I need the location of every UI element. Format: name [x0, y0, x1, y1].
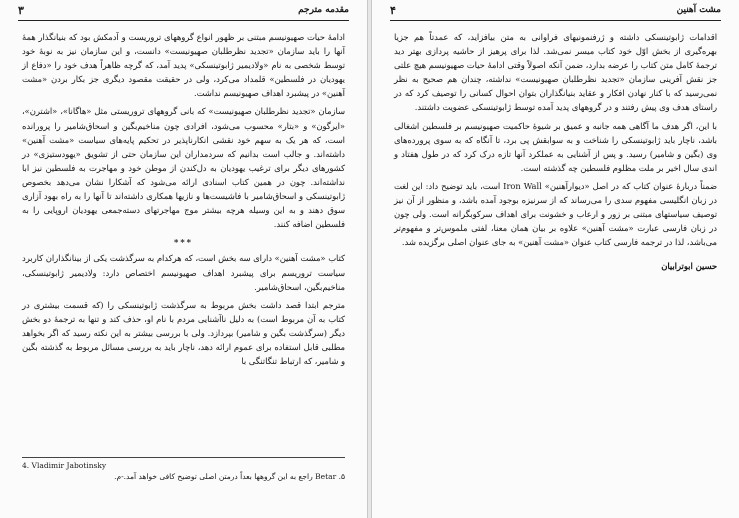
- paragraph: سازمان «تجدید نظرطلبان صهیونیست» که بانی گروههای تروریستی مثل «هاگانا»، «اشترن»، «ایرگون» و «بتار» محسوب می‌شود، افرادی چون مناخیم‌بگین و اسحاق‌شامیر را پرورانده است، که هر یک به سهم خود نقشی انکارناپذیر در تحکیم پایه‌های سیاست «مشت آهنین» داشته‌اند. و جالب است بدانیم که سردمداران این سازمان حتی از تشویق «یهودستیزی» در کشورهای دیگر برای ترغیب یهودیان به دل‌کندن از موطن خود و مهاجرت به فلسطین نیز ابا نداشته‌اند. چون در همین کتاب اسنادی ارائه می‌شود که آشکارا نشان می‌دهد بخصوص ژابوتینسکی و اسحاق‌شامیر با فاشیست‌ها و نازیها همکاری داشته‌اند تا آنها را به راه بهود آزاری سوق دهند و به این وسیله هرچه بیشتر موج مهاجرتهای دسته‌جمعی یهودیان اروپایی را به فلسطین اضافه کنند.: [22, 106, 345, 230]
- running-title: مقدمه مترجم: [298, 5, 349, 15]
- page-number: ۳: [18, 4, 24, 17]
- paragraph: با این، اگر هدف ما آگاهی همه جانبه و عمیق بر شیوهٔ حاکمیت صهیونیسم بر فلسطین اشغالی باشد، ناچار باید ژابوتینسکی را شناخت و به سوابقش پی برد، تا آنگاه که به سوی پرورده‌های وی (بگین و شامیر) رسید. و پس از آشنایی به عملکرد آنها تازه درک کرد که در طول هفتاد و اندی سال اخیر بر ملت مظلوم فلسطین چه گذشته است.: [394, 120, 717, 173]
- paragraph: مترجم ابتدا قصد داشت بخش مربوط به سرگذشت ژابوتینسکی را (که قسمت بیشتری در کتاب به آن مربوط است) به دلیل ناآشنایی مردم با نام او، حذف کند و تنها به ترجمهٔ دو بخش دیگر (سرگذشت بگین و شامیر) بپردازد. ولی با بررسی بیشتر به این نکته رسید که اگر بخواهد مطلبی قابل استفاده برای عموم ارائه دهد، ناچار باید به بررسی مسائل مربوط به گذشته بگین و شامیر، که ارتباط تنگاتنگی با: [22, 299, 345, 367]
- paragraph: کتاب «مشت آهنین» دارای سه بخش است، که هرکدام به سرگذشت یکی از بینانگذاران کاربرد سیاست تروریسم برای پیشبرد اهداف صهیونیسم اختصاص دارد: ولادیمیر ژابوتینسکی، مناخیم‌بگین، اسحاق‌شامیر.: [22, 253, 345, 292]
- left-page-body: [22, 30, 345, 372]
- paragraph: ضمناً دربارهٔ عنوان کتاب که در اصل «دیوارآهنین» Iron Wall است، باید توضیح داد: این لغت در زبان انگلیسی مفهوم سدی را می‌رساند که از سرنیزه بوجود آمده باشد، و منظور از آن نیز توصیف سیاستهای مبتنی بر زور و ارعاب و خشونت برای اهداف سرکوبگرانه است. ولی چون در زبان فارسی عبارت «مشت آهنین» علاوه بر بیان همان معنا، لفتی ملموس‌تر و مفهوم‌تر می‌باشد، لذا در ترجمه فارسی کتاب عنوان «مشت آهنین» به جای عنوان اصلی برگزیده شد.: [394, 180, 717, 248]
- section-separator: ***: [173, 237, 194, 248]
- right-page-body: [394, 30, 717, 274]
- left-page-header: [18, 4, 349, 21]
- translator-signature: حسین ابوترابیان: [661, 261, 717, 272]
- footnote: 4. Vladimir Jabotinsky: [22, 461, 107, 470]
- right-page-header: [390, 4, 721, 21]
- footnote: ۵. Betar راجع به این گروهها بعداً درمتن اصلی توضیح کافی خواهد آمد.-م.: [114, 472, 345, 481]
- running-title: مشت آهنین: [676, 5, 721, 15]
- right-page: [371, 0, 739, 518]
- paragraph: اقدامات ژابوتینسکی داشته و ژرفنمونیهای فراوانی به متن بیافزاید، که عمدتاً هم جزیا بهره‌گیری از بخش اوّل خود کتاب میسر نمی‌شد. لذا برای پرهیز از حاشیه پردازی بهتر دید ترجمهٔ کامل متن کتاب را عرضه بدارد، ضمن آنکه اصولاً وقتی ادامهٔ حیات صهیونیسم هیچ علتی جز نقش آفرینی سازمان «تجدید نظرطلبان صهیونیست» نداشته، چندان هم صحیح به نظر نمی‌رسید که با کنار نهادن افکار و عقاید بنیانگذاران بتوان احوال کسانی را توصیف کرد که در راستای هدف وی پیش رفتند و در گروههای پدید آمده توسط ژابوتینسکی عضویت داشتند.: [394, 32, 717, 113]
- paragraph: ادامهٔ حیات صهیونیسم مبتنی بر ظهور انواع گروههای تروریست و آدمکش بود که بنیانگذار همهٔ آنها را باید سازمان «تجدید نظرطلبان صهیونیست» دانست، و این سازمان نیز به نوبهٔ خود توسط شخصی به نام «ولادیمیر ژابوتینسکی» پدید آمد، که گرچه ظاهراً هدف خود را «دفاع از یهودیان در فلسطین» قلمداد می‌کرد، ولی در حقیقت مقصود دیگری جز بکار بردن «مشت آهنین» در پیشبرد اهداف صهیونیسم نداشت.: [22, 32, 345, 99]
- footnotes: [22, 457, 345, 482]
- page-number: ۴: [390, 4, 396, 17]
- left-page: [0, 0, 368, 518]
